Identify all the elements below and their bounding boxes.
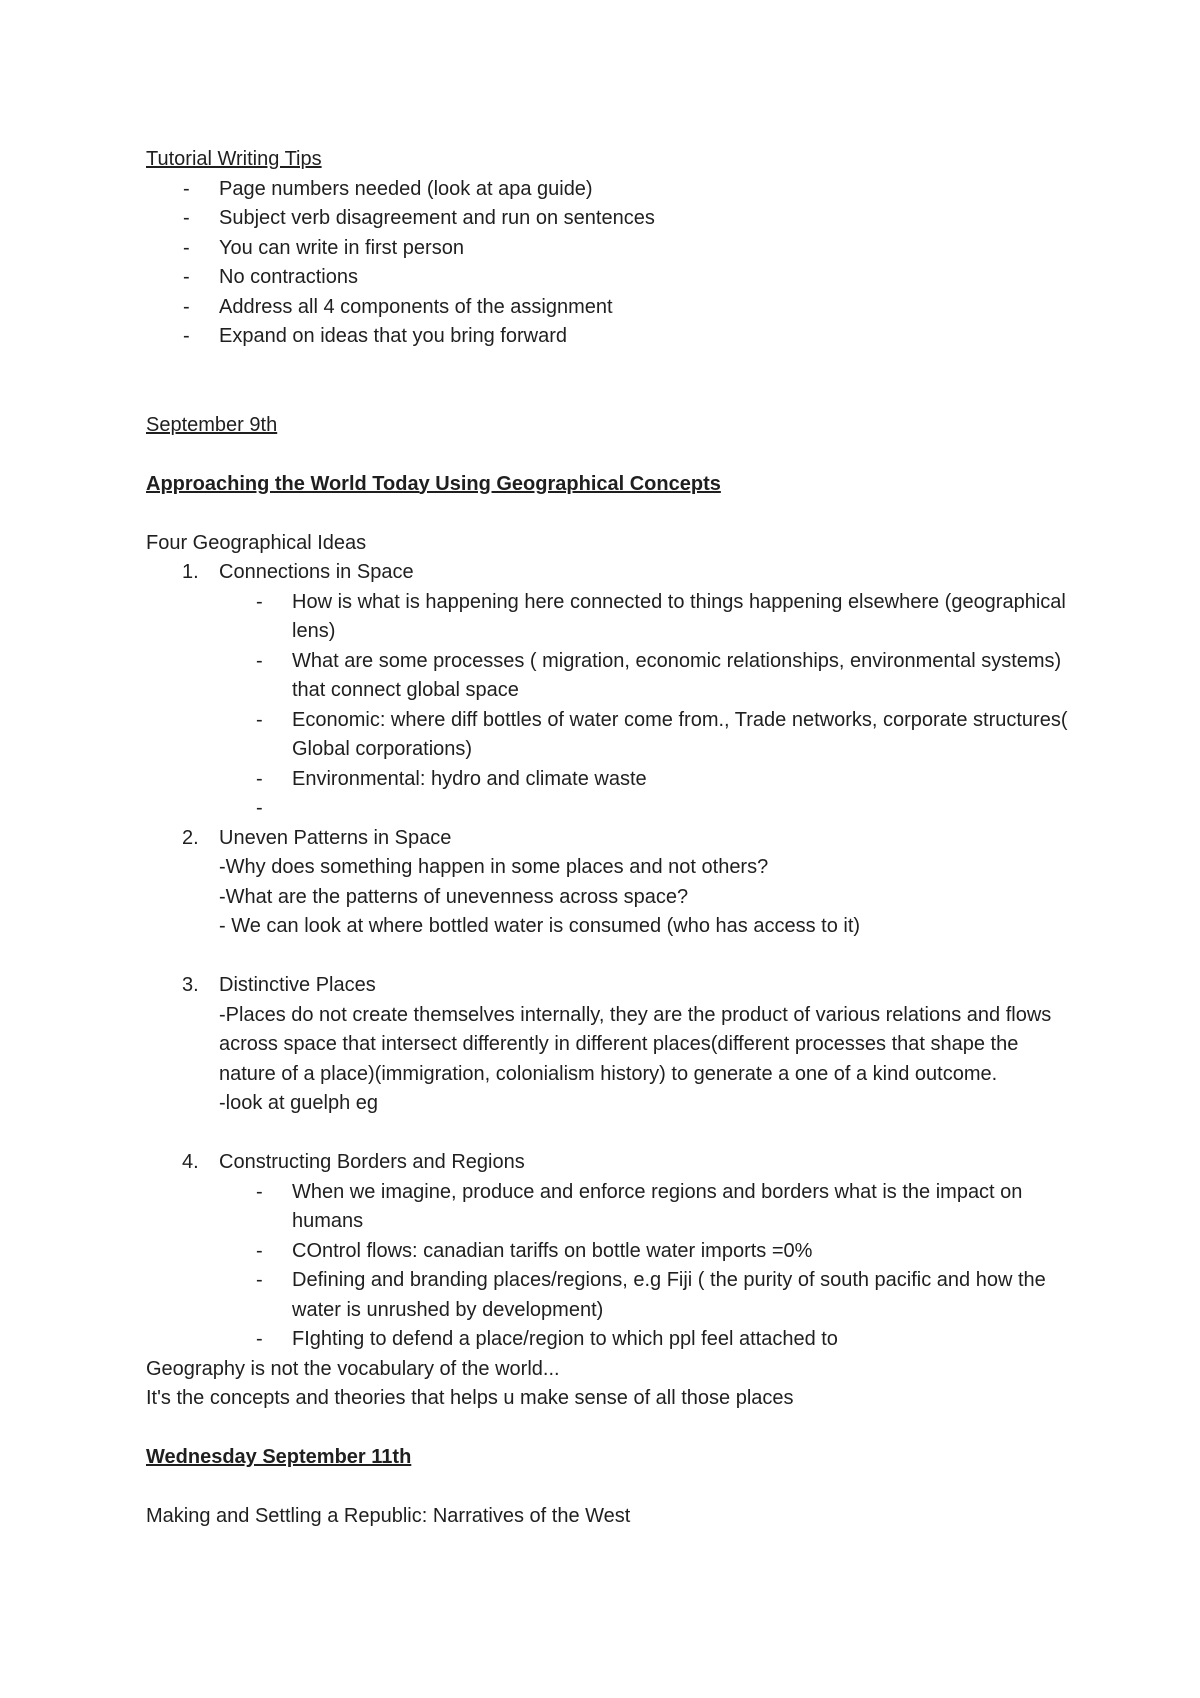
dash-marker: - [256,1180,263,1203]
date-heading: September 9th [146,413,278,436]
dash-marker: - [256,649,263,672]
sub-point: - Defining and branding places/regions, e.g Fiji ( the purity of south pacific and how the water is unrushed by development) [146,1266,1076,1325]
spacer [146,1473,1076,1503]
idea-item: 3. Distinctive Places [146,971,1076,1001]
sub-point: - How is what is happening here connected to things happening elsewhere (geographical lens) [146,588,1076,647]
dash-marker: - [183,207,190,229]
idea-line: - We can look at where bottled water is consumed (who has access to it) [219,915,861,937]
dash-marker: - [183,325,190,347]
lecture-topic: Making and Settling a Republic: Narratives of the West [146,1505,631,1527]
idea-paragraph: -Places do not create themselves internally, they are the product of various relations and flows across space that intersect differently in different places(different processes that shape the nature of a place)(immigration, colonialism history) to generate a one of a kind outcome. [219,1003,1052,1085]
number-marker: 1. [182,561,199,583]
tip-item: - Address all 4 components of the assignment [146,293,1076,323]
idea-item: 2. Uneven Patterns in Space [146,824,1076,854]
sub-point: - Environmental: hydro and climate waste [146,765,1076,795]
tips-heading: Tutorial Writing Tips [146,148,322,170]
idea-line: -look at guelph eg [219,1092,379,1114]
dash-marker: - [256,1328,263,1350]
document-page [146,145,1076,1532]
dash-marker: - [183,236,190,259]
closing-line: Geography is not the vocabulary of the world... [146,1357,560,1380]
sub-point: - What are some processes ( migration, economic relationships, environmental systems) that connect global space [146,647,1076,706]
number-marker: 4. [182,1151,199,1173]
section-intro: Four Geographical Ideas [146,531,367,554]
dash-marker: - [256,797,263,819]
date-heading: Wednesday September 11th [146,1446,412,1468]
tip-item: - You can write in first person [146,234,1076,264]
spacer [146,942,1076,972]
spacer [146,381,1076,411]
spacer [146,499,1076,529]
sub-point: - FIghting to defend a place/region to which ppl feel attached to [146,1325,1076,1355]
dash-marker: - [183,295,190,318]
sub-point: - When we imagine, produce and enforce regions and borders what is the impact on humans [146,1178,1076,1237]
dash-marker: - [256,1239,263,1262]
lecture-title: Approaching the World Today Using Geographical Concepts [146,472,721,495]
spacer [146,440,1076,470]
number-marker: 2. [182,826,199,849]
dash-marker: - [256,590,263,613]
dash-marker: - [256,708,263,731]
dash-marker: - [256,767,263,790]
tip-item: - Page numbers needed (look at apa guide) [146,175,1076,205]
idea-line: -What are the patterns of unevenness across space? [219,885,689,908]
tip-item: - Expand on ideas that you bring forward [146,322,1076,352]
number-marker: 3. [182,974,199,996]
closing-line: It's the concepts and theories that helps u make sense of all those places [146,1387,794,1409]
spacer [146,1119,1076,1149]
dash-marker: - [256,1269,263,1291]
idea-item: 4. Constructing Borders and Regions [146,1148,1076,1178]
idea-item: 1. Connections in Space [146,558,1076,588]
idea-line: -Why does something happen in some places and not others? [219,856,769,878]
sub-point: - Economic: where diff bottles of water come from., Trade networks, corporate structures( Global corporations) [146,706,1076,765]
spacer [146,352,1076,382]
sub-point: - COntrol flows: canadian tariffs on bottle water imports =0% [146,1237,1076,1267]
dash-marker: - [183,266,190,288]
tip-item: - No contractions [146,263,1076,293]
spacer [146,1414,1076,1444]
sub-point-empty [146,794,1076,824]
tip-item: - Subject verb disagreement and run on sentences [146,204,1076,234]
dash-marker: - [183,177,190,200]
